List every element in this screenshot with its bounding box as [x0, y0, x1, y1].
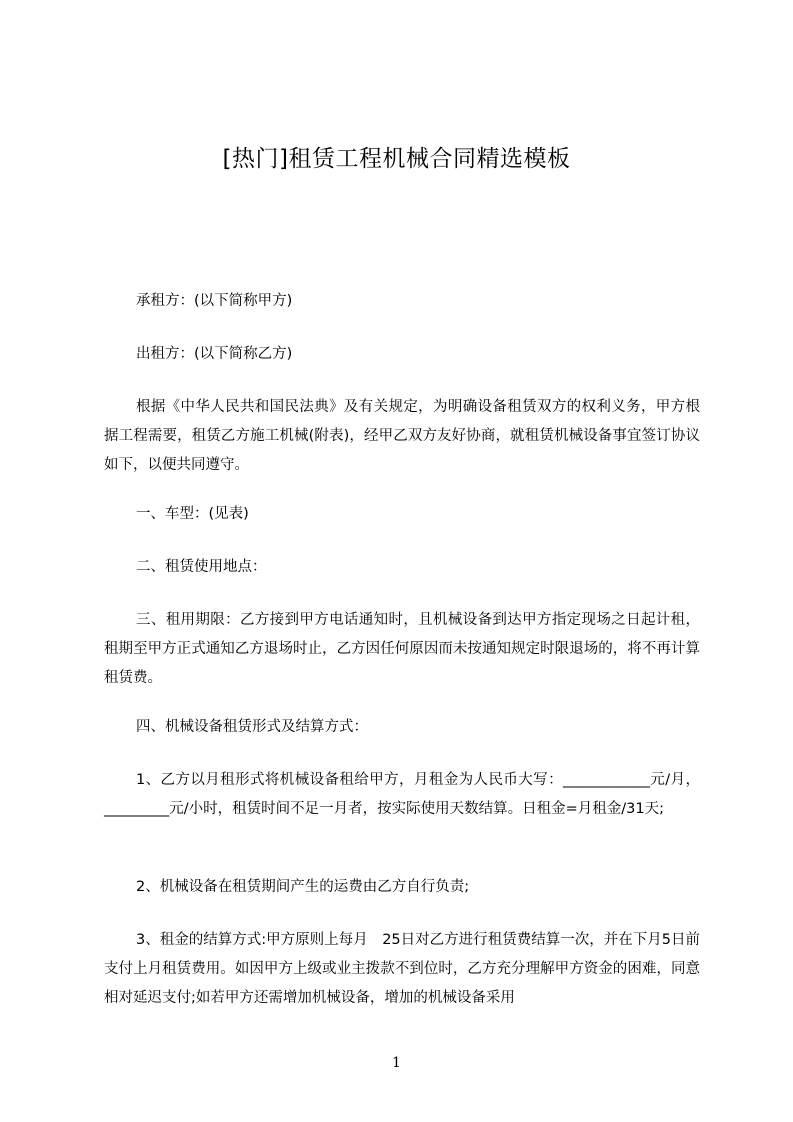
preamble-paragraph: 根据《中华人民共和国民法典》及有关规定，为明确设备租赁双方的权利义务，甲方根据工程需要，租赁乙方施工机械(附表)，经甲乙双方友好协商，就租赁机械设备事宜签订协议如下，以便共同遵守。	[104, 399, 700, 473]
clause-4-heading: 四、机械设备租赁形式及结算方式：	[136, 719, 368, 735]
document-title: [热门]租赁工程机械合同精选模板	[222, 146, 571, 172]
party-b-line: 出租方：(以下简称乙方)	[136, 346, 293, 362]
clause-1-vehicle-type: 一、车型：(见表)	[136, 506, 249, 522]
clause-4-item-3: 3、租金的结算方式:甲方原则上每月 25日对乙方进行租赁费结算一次，并在下月5日前支付上月租赁费用。如因甲方上级或业主拨款不到位时，乙方充分理解甲方资金的困难，同意相对延迟支付;如若甲方还需增加机械设备，增加的机械设备采用	[104, 932, 700, 1006]
party-a-line: 承租方：(以下简称甲方)	[136, 293, 293, 309]
clause-4-item-2: 2、机械设备在租赁期间产生的运费由乙方自行负责;	[136, 879, 470, 895]
clause-4-item-1: 1、乙方以月租形式将机械设备租给甲方，月租金为人民币大写：____________元/月，_________元/小时，租赁时间不足一月者，按实际使用天数结算。日租金=月租金/31天;	[104, 772, 700, 817]
page-number: 1	[392, 1055, 401, 1071]
clause-2-location: 二、租赁使用地点：	[136, 559, 267, 575]
clause-3-term: 三、租用期限：乙方接到甲方电话通知时，且机械设备到达甲方指定现场之日起计租，租期至甲方正式通知乙方退场时止，乙方因任何原因而未按通知规定时限退场的，将不再计算租赁费。	[104, 612, 700, 686]
